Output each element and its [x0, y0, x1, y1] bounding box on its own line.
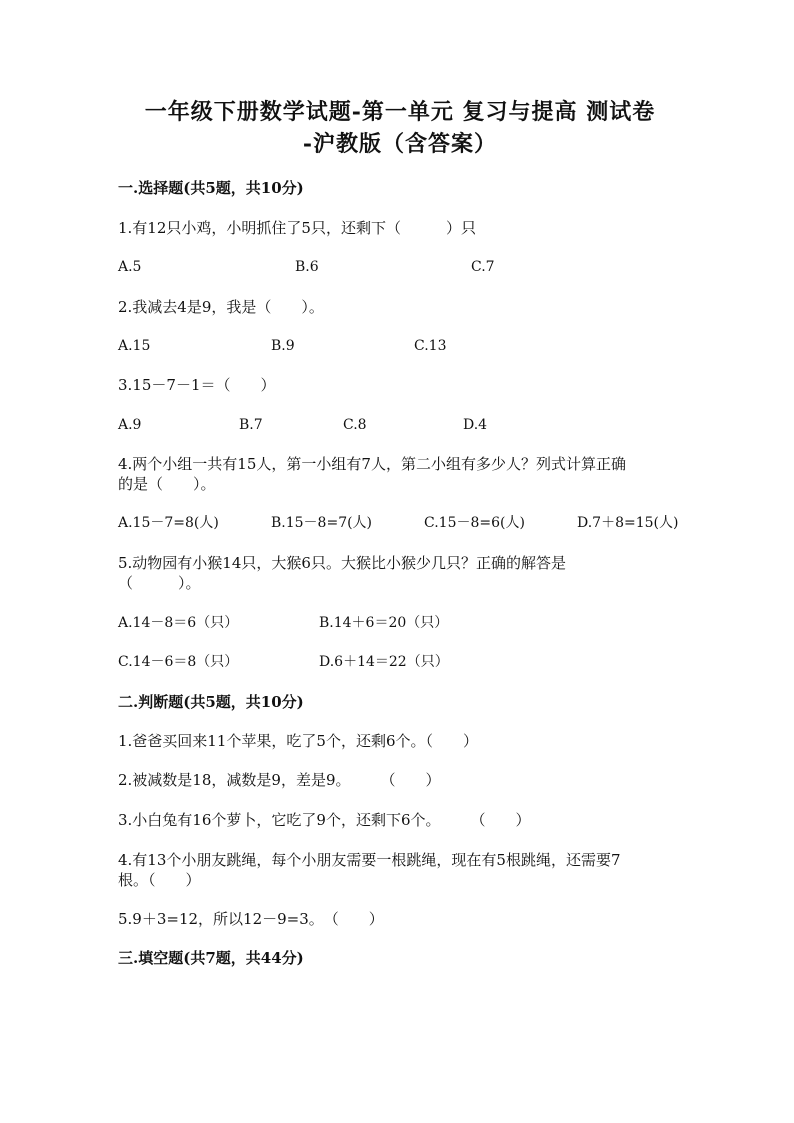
choice-q5-stem-line-1: 5.动物园有小猴14只，大猴6只。大猴比小猴少几只？正确的解答是: [118, 554, 566, 572]
choice-q2-option-c: C.13: [414, 338, 447, 354]
choice-q5-option-a: A.14－8＝6（只）: [118, 615, 239, 631]
judge-q1: 1.爸爸买回来11个苹果，吃了5个，还剩6个。（ ）: [118, 732, 478, 750]
choice-q1-stem: 1.有12只小鸡，小明抓住了5只，还剩下（ ）只: [118, 219, 476, 237]
judge-q2: 2.被减数是18，减数是9，差是9。 （ ）: [118, 771, 441, 789]
choice-q2-stem: 2.我减去4是9，我是（ ）。: [118, 298, 324, 316]
choice-q1-option-c: C.7: [471, 259, 495, 275]
choice-q4-option-d: D.7＋8=15(人): [577, 515, 679, 531]
choice-q3-option-a: A.9: [118, 417, 142, 433]
choice-q5-option-c: C.14－6＝8（只）: [118, 654, 239, 670]
judge-q4-line-2: 根。（ ）: [118, 871, 201, 889]
choice-q4-option-a: A.15－7=8(人): [118, 515, 219, 531]
choice-q4-stem-line-2: 的是（ ）。: [118, 475, 216, 493]
choice-q5-stem-line-2: （ ）。: [118, 574, 201, 592]
document-title-line-1: 一年级下册数学试题-第一单元 复习与提高 测试卷: [144, 99, 656, 125]
judge-q3: 3.小白兔有16个萝卜，它吃了9个，还剩下6个。 （ ）: [118, 811, 531, 829]
section-heading-judge: 二.判断题(共5题，共10分): [118, 693, 304, 711]
choice-q2-option-a: A.15: [118, 338, 151, 354]
choice-q4-option-c: C.15－8=6(人): [424, 515, 525, 531]
choice-q1-option-b: B.6: [295, 259, 319, 275]
section-heading-fill: 三.填空题(共7题，共44分): [118, 949, 304, 967]
choice-q4-option-b: B.15－8=7(人): [271, 515, 373, 531]
choice-q3-option-b: B.7: [239, 417, 263, 433]
choice-q3-option-c: C.8: [343, 417, 367, 433]
choice-q3-option-d: D.4: [463, 417, 488, 433]
choice-q2-option-b: B.9: [271, 338, 295, 354]
judge-q5: 5.9＋3=12，所以12－9=3。 （ ）: [118, 910, 384, 928]
choice-q1-option-a: A.5: [118, 259, 142, 275]
choice-q5-option-b: B.14＋6＝20（只）: [319, 615, 449, 631]
choice-q5-option-d: D.6＋14＝22（只）: [319, 654, 449, 670]
choice-q4-stem-line-1: 4.两个小组一共有15人，第一小组有7人，第二小组有多少人？列式计算正确: [118, 455, 626, 473]
section-heading-choice: 一.选择题(共5题，共10分): [118, 179, 304, 197]
choice-q3-stem: 3.15－7－1＝（ ）: [118, 376, 276, 394]
document-title-line-2: -沪教版（含答案）: [302, 131, 498, 157]
judge-q4-line-1: 4.有13个小朋友跳绳，每个小朋友需要一根跳绳，现在有5根跳绳，还需要7: [118, 851, 621, 869]
